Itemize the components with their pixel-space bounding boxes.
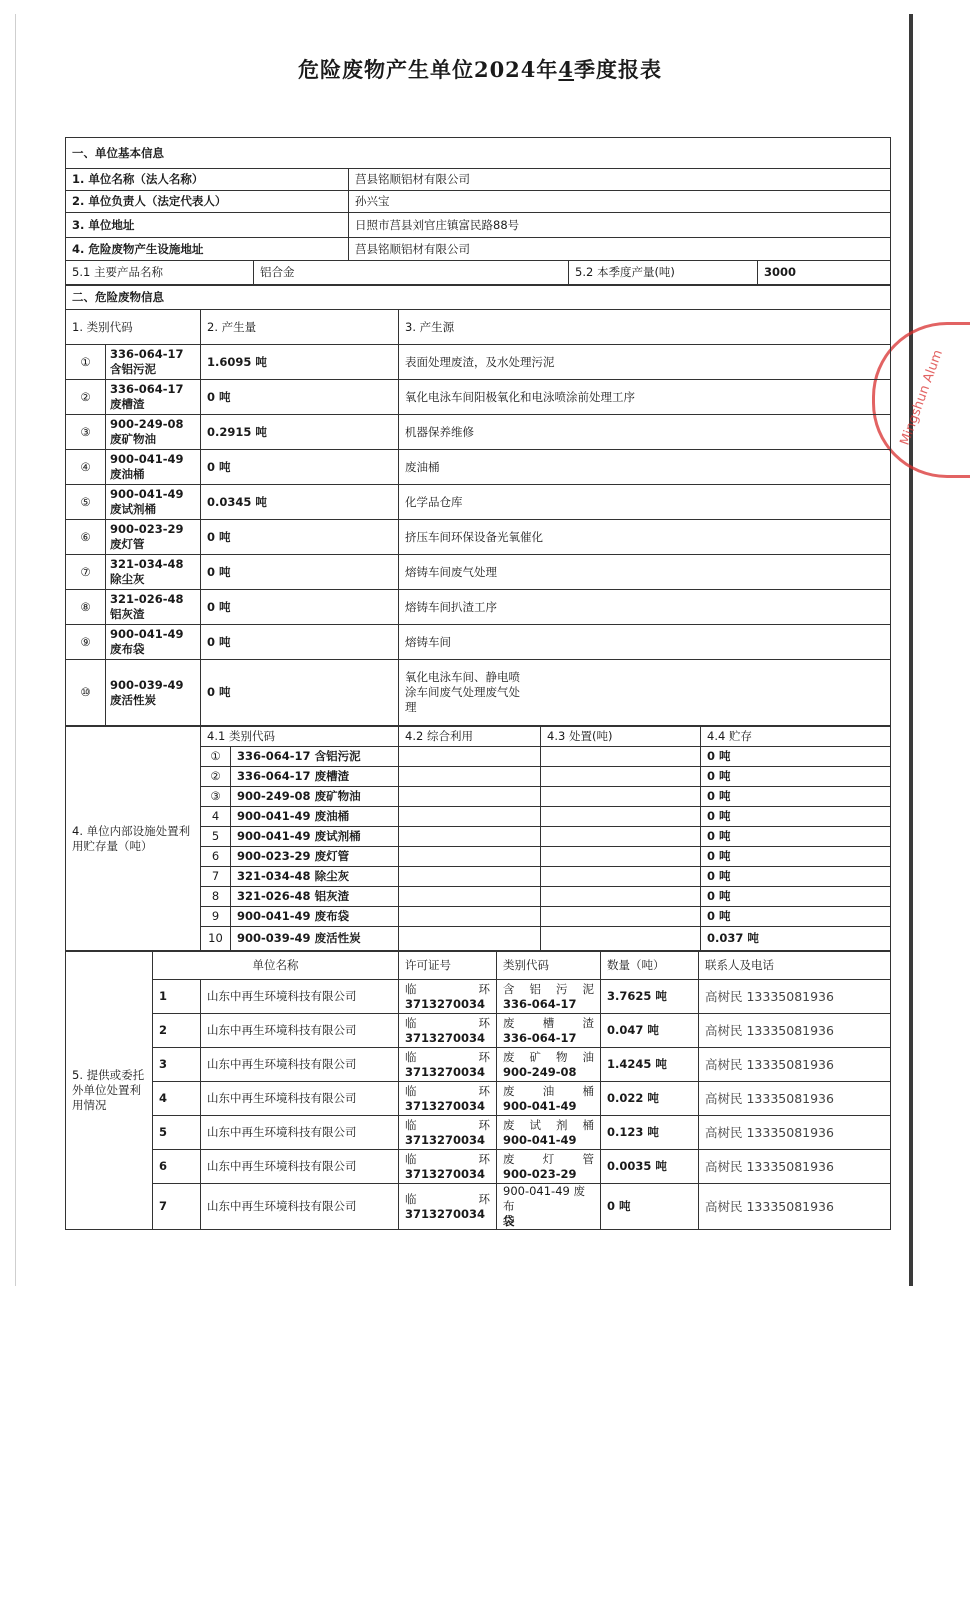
waste-amount: 0.0345 吨 [201, 485, 399, 520]
section2-header: 二、危险废物信息 [66, 286, 891, 310]
table-row [66, 1150, 891, 1184]
row-index: ② [201, 767, 231, 787]
waste-source: 机器保养维修 [399, 415, 891, 450]
row-index: 5 [201, 827, 231, 847]
waste-code: 336-064-17 含铝污泥 [106, 345, 201, 380]
quantity: 0.123 吨 [601, 1116, 699, 1150]
col-name: 单位名称 [153, 952, 399, 980]
field-value: 莒县铭顺铝材有限公司 [349, 238, 891, 261]
waste-code: 900-041-49 废布袋 [106, 625, 201, 660]
table-row [66, 590, 891, 625]
use-value [399, 887, 541, 907]
waste-code: 321-026-48 铝灰渣 [106, 590, 201, 625]
table-row [66, 1184, 891, 1230]
row-index: 8 [201, 887, 231, 907]
waste-code: 336-064-17 含铝污泥 [231, 747, 399, 767]
table-row [66, 520, 891, 555]
code-cell [497, 1116, 601, 1150]
section-internal-storage [65, 726, 891, 951]
table-row [66, 727, 891, 747]
waste-name: 废灯管 [503, 1151, 594, 1166]
internal-section-label: 4. 单位内部设施处置利用贮存量（吨） [66, 727, 201, 951]
col-code: 类别代码 [497, 952, 601, 980]
waste-source-text: 氧化电泳车间、静电喷涂车间废气处理废气处理 [405, 670, 520, 714]
waste-index: ② [66, 380, 106, 415]
waste-code: 321-034-48 除尘灰 [231, 867, 399, 887]
waste-name: 含铝污泥 [503, 981, 594, 996]
waste-code: 336-064-17 废槽渣 [231, 767, 399, 787]
dispose-value [541, 847, 701, 867]
table-row [66, 660, 891, 726]
col-amount: 2. 产生量 [201, 310, 399, 345]
waste-amount: 0.2915 吨 [201, 415, 399, 450]
waste-code: 900-041-49 [503, 1132, 577, 1147]
company-name: 山东中再生环境科技有限公司 [201, 980, 399, 1014]
waste-code: 336-064-17 废槽渣 [106, 380, 201, 415]
permit-number: 3713270034 [405, 996, 486, 1011]
contact: 高树民 13335081936 [699, 1082, 891, 1116]
permit-number: 3713270034 [405, 1132, 486, 1147]
col-contact: 联系人及电话 [699, 952, 891, 980]
col-source: 3. 产生源 [399, 310, 891, 345]
dispose-value [541, 867, 701, 887]
report-form [65, 137, 890, 1230]
contact: 高树民 13335081936 [699, 1014, 891, 1048]
waste-source: 熔铸车间 [399, 625, 891, 660]
waste-source: 熔铸车间废气处理 [399, 555, 891, 590]
waste-source: 废油桶 [399, 450, 891, 485]
permit-prefix: 临 [405, 1083, 417, 1098]
table-row [66, 625, 891, 660]
table-row [66, 238, 891, 261]
table-row [66, 450, 891, 485]
waste-code: 336-064-17 [503, 1030, 577, 1045]
company-name: 山东中再生环境科技有限公司 [201, 1048, 399, 1082]
row-index: 2 [153, 1014, 201, 1048]
table-row [66, 1048, 891, 1082]
waste-amount: 0 吨 [201, 660, 399, 726]
table-row [66, 345, 891, 380]
store-value: 0 吨 [701, 887, 891, 907]
table-row [66, 1082, 891, 1116]
waste-code: 900-249-08 废矿物油 [231, 787, 399, 807]
field-value: 日照市莒县刘官庄镇富民路88号 [349, 213, 891, 238]
table-row [66, 380, 891, 415]
table-row [66, 1014, 891, 1048]
page-title [0, 54, 960, 84]
use-value [399, 867, 541, 887]
code-cell [497, 1048, 601, 1082]
contact: 高树民 13335081936 [699, 1184, 891, 1230]
dispose-value [541, 767, 701, 787]
quantity: 0 吨 [601, 1184, 699, 1230]
row-index: 9 [201, 907, 231, 927]
waste-code: 900-249-08 [503, 1064, 577, 1079]
waste-index: ④ [66, 450, 106, 485]
section1-header: 一、单位基本信息 [66, 138, 891, 169]
field-label: 3. 单位地址 [66, 213, 349, 238]
waste-amount: 0 吨 [201, 520, 399, 555]
field-value: 孙兴宝 [349, 191, 891, 213]
code-cell [497, 1014, 601, 1048]
waste-source: 挤压车间环保设备光氧催化 [399, 520, 891, 555]
waste-code: 900-039-49 废活性炭 [231, 927, 399, 951]
company-name: 山东中再生环境科技有限公司 [201, 1014, 399, 1048]
store-value: 0 吨 [701, 787, 891, 807]
contact: 高树民 13335081936 [699, 980, 891, 1014]
permit-cell [399, 1150, 497, 1184]
waste-code: 900-041-49 废油桶 [231, 807, 399, 827]
permit-cell [399, 1116, 497, 1150]
permit-prefix-2: 环 [478, 1191, 490, 1206]
row-index: 7 [201, 867, 231, 887]
permit-prefix-line [405, 1192, 490, 1207]
permit-cell [399, 1048, 497, 1082]
waste-code: 900-041-49 [503, 1098, 577, 1113]
permit-prefix-2: 环 [478, 981, 490, 996]
permit-prefix-2: 环 [478, 1015, 490, 1030]
waste-code: 900-249-08 废矿物油 [106, 415, 201, 450]
dispose-value [541, 907, 701, 927]
title-quarter: 4 [558, 57, 575, 82]
permit-prefix: 临 [405, 1117, 417, 1132]
code-cell [497, 980, 601, 1014]
row-index: 10 [201, 927, 231, 951]
store-value: 0 吨 [701, 807, 891, 827]
col-code: 1. 类别代码 [66, 310, 201, 345]
field-label: 1. 单位名称（法人名称） [66, 169, 349, 191]
permit-prefix-line [405, 1016, 490, 1031]
waste-amount: 0 吨 [201, 590, 399, 625]
code-cell [497, 1150, 601, 1184]
permit-prefix: 临 [405, 981, 417, 996]
quantity: 1.4245 吨 [601, 1048, 699, 1082]
field-label: 4. 危险废物产生设施地址 [66, 238, 349, 261]
permit-prefix: 临 [405, 1191, 417, 1206]
dispose-value [541, 747, 701, 767]
permit-number: 3713270034 [405, 1064, 486, 1079]
field-value: 莒县铭顺铝材有限公司 [349, 169, 891, 191]
product-label: 5.1 主要产品名称 [66, 261, 254, 285]
title-suffix: 季度报表 [574, 57, 663, 82]
permit-prefix-line [405, 1118, 490, 1133]
store-value: 0 吨 [701, 827, 891, 847]
row-index: ① [201, 747, 231, 767]
external-section-label: 5. 提供或委托外单位处置利用情况 [66, 952, 153, 1230]
waste-name: 废油桶 [503, 1083, 594, 1098]
store-value: 0.037 吨 [701, 927, 891, 951]
waste-amount: 0 吨 [201, 450, 399, 485]
row-index: 4 [153, 1082, 201, 1116]
contact: 高树民 13335081936 [699, 1150, 891, 1184]
table-row [66, 485, 891, 520]
permit-prefix-2: 环 [478, 1083, 490, 1098]
use-value [399, 927, 541, 951]
waste-code: 袋 [503, 1214, 515, 1228]
row-index: 5 [153, 1116, 201, 1150]
dispose-value [541, 927, 701, 951]
quantity: 3.7625 吨 [601, 980, 699, 1014]
waste-amount: 0 吨 [201, 625, 399, 660]
use-value [399, 907, 541, 927]
row-index: 3 [153, 1048, 201, 1082]
quantity: 0.0035 吨 [601, 1150, 699, 1184]
table-row [66, 1116, 891, 1150]
permit-cell [399, 980, 497, 1014]
permit-prefix: 临 [405, 1151, 417, 1166]
use-value [399, 847, 541, 867]
product-value: 铝合金 [254, 261, 569, 285]
row-index: ③ [201, 787, 231, 807]
section-external-disposal [65, 951, 891, 1230]
contact: 高树民 13335081936 [699, 1116, 891, 1150]
dispose-value [541, 887, 701, 907]
waste-code: 336-064-17 [503, 996, 577, 1011]
dispose-value [541, 827, 701, 847]
use-value [399, 807, 541, 827]
col-qty: 数量（吨） [601, 952, 699, 980]
waste-amount: 0 吨 [201, 380, 399, 415]
waste-amount: 1.6095 吨 [201, 345, 399, 380]
table-row [66, 555, 891, 590]
waste-index: ⑧ [66, 590, 106, 625]
table-row [66, 415, 891, 450]
waste-code: 321-026-48 铝灰渣 [231, 887, 399, 907]
code-cell [497, 1082, 601, 1116]
output-label: 5.2 本季度产量(吨) [569, 261, 758, 285]
waste-index: ⑨ [66, 625, 106, 660]
permit-cell [399, 1082, 497, 1116]
row-index: 4 [201, 807, 231, 827]
table-row [66, 169, 891, 191]
waste-source: 化学品仓库 [399, 485, 891, 520]
quantity: 0.022 吨 [601, 1082, 699, 1116]
permit-number: 3713270034 [405, 1098, 486, 1113]
row-index: 6 [153, 1150, 201, 1184]
waste-amount: 0 吨 [201, 555, 399, 590]
permit-prefix-2: 环 [478, 1117, 490, 1132]
waste-code: 900-041-49 废布袋 [231, 907, 399, 927]
waste-name: 废试剂桶 [503, 1117, 594, 1132]
permit-prefix-2: 环 [478, 1151, 490, 1166]
waste-name: 废槽渣 [503, 1015, 594, 1030]
store-value: 0 吨 [701, 747, 891, 767]
waste-name: 废矿物油 [503, 1049, 594, 1064]
waste-source: 表面处理废渣，及水处理污泥 [399, 345, 891, 380]
waste-index: ⑩ [66, 660, 106, 726]
title-prefix: 危险废物产生单位2024年 [297, 57, 559, 82]
permit-prefix-line [405, 982, 490, 997]
waste-index: ③ [66, 415, 106, 450]
permit-prefix-line [405, 1152, 490, 1167]
permit-prefix: 临 [405, 1049, 417, 1064]
output-value: 3000 [758, 261, 891, 285]
company-name: 山东中再生环境科技有限公司 [201, 1116, 399, 1150]
contact: 高树民 13335081936 [699, 1048, 891, 1082]
col-code: 4.1 类别代码 [201, 727, 399, 747]
col-dispose: 4.3 处置(吨) [541, 727, 701, 747]
col-permit: 许可证号 [399, 952, 497, 980]
section-basic-info [65, 137, 891, 285]
table-row [66, 191, 891, 213]
table-row [66, 952, 891, 980]
waste-name: 900-041-49 废布 [503, 1184, 585, 1213]
dispose-value [541, 787, 701, 807]
company-name: 山东中再生环境科技有限公司 [201, 1150, 399, 1184]
col-use: 4.2 综合利用 [399, 727, 541, 747]
use-value [399, 747, 541, 767]
use-value [399, 827, 541, 847]
table-row [66, 980, 891, 1014]
scan-edge-right [909, 14, 913, 1286]
waste-source: 氧化电泳车间阳极氧化和电泳喷涂前处理工序 [399, 380, 891, 415]
waste-code: 900-023-29 废灯管 [106, 520, 201, 555]
waste-index: ⑤ [66, 485, 106, 520]
use-value [399, 787, 541, 807]
col-store: 4.4 贮存 [701, 727, 891, 747]
row-index: 7 [153, 1184, 201, 1230]
company-name: 山东中再生环境科技有限公司 [201, 1184, 399, 1230]
permit-cell [399, 1014, 497, 1048]
store-value: 0 吨 [701, 767, 891, 787]
code-cell [497, 1184, 601, 1230]
waste-source [399, 660, 891, 726]
waste-code: 900-039-49 废活性炭 [106, 660, 201, 726]
scan-edge-left [15, 14, 16, 1286]
permit-prefix-2: 环 [478, 1049, 490, 1064]
permit-prefix-line [405, 1050, 490, 1065]
permit-cell [399, 1184, 497, 1230]
field-label: 2. 单位负责人（法定代表人） [66, 191, 349, 213]
waste-code: 900-041-49 废油桶 [106, 450, 201, 485]
store-value: 0 吨 [701, 907, 891, 927]
section-waste-info [65, 285, 891, 726]
waste-code: 900-023-29 [503, 1166, 577, 1181]
waste-code: 321-034-48 除尘灰 [106, 555, 201, 590]
waste-index: ⑦ [66, 555, 106, 590]
permit-number: 3713270034 [405, 1206, 486, 1221]
dispose-value [541, 807, 701, 827]
waste-code: 900-023-29 废灯管 [231, 847, 399, 867]
table-row [66, 213, 891, 238]
use-value [399, 767, 541, 787]
permit-prefix: 临 [405, 1015, 417, 1030]
quantity: 0.047 吨 [601, 1014, 699, 1048]
seal-text: Mingshun Alum [897, 347, 946, 448]
waste-index: ⑥ [66, 520, 106, 555]
permit-prefix-line [405, 1084, 490, 1099]
waste-code: 900-041-49 废试剂桶 [106, 485, 201, 520]
permit-number: 3713270034 [405, 1166, 486, 1181]
store-value: 0 吨 [701, 847, 891, 867]
store-value: 0 吨 [701, 867, 891, 887]
permit-number: 3713270034 [405, 1030, 486, 1045]
company-name: 山东中再生环境科技有限公司 [201, 1082, 399, 1116]
row-index: 1 [153, 980, 201, 1014]
waste-code: 900-041-49 废试剂桶 [231, 827, 399, 847]
waste-source: 熔铸车间扒渣工序 [399, 590, 891, 625]
row-index: 6 [201, 847, 231, 867]
waste-index: ① [66, 345, 106, 380]
